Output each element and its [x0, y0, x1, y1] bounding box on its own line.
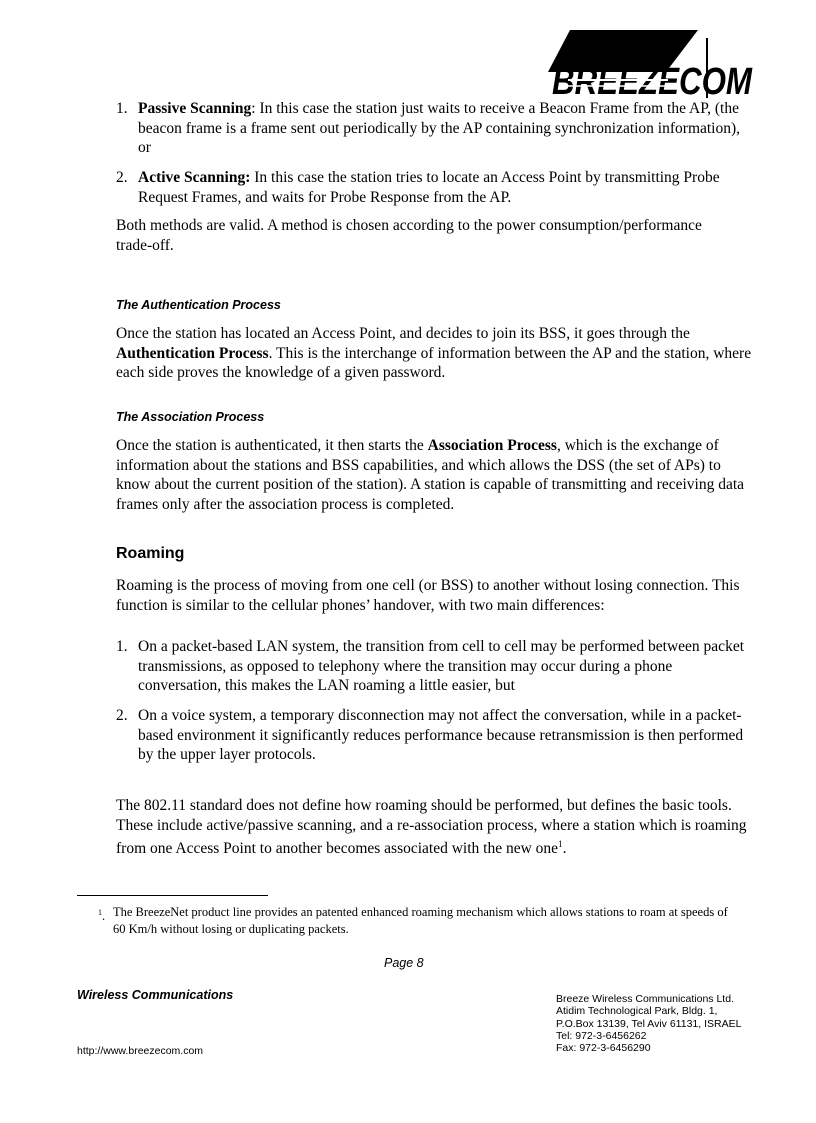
list-item-text: [138, 99, 741, 158]
closing-end: .: [562, 840, 567, 858]
assoc-text: Once the station is authenticated, it then starts the: [116, 437, 428, 454]
auth-term: Authentication Process: [116, 344, 269, 362]
term-active-scanning: Active Scanning:: [138, 169, 251, 186]
footnote-sep: .: [102, 909, 106, 924]
list-item-text: On a packet-based LAN system, the transition from cell to cell may be performed between packet transmissions, as opposed to telephony where the transition may occur during a phone conversation, this makes the LAN roaming a little easier, but: [138, 638, 744, 694]
assoc-term: Association Process: [427, 437, 557, 454]
footnote-text: The BreezeNet product line provides an patented enhanced roaming mechanism which allows stations to roam at speeds of 60 Km/h without losing or duplicating packets.: [113, 905, 728, 936]
company-name: Breeze Wireless Communications Ltd.: [556, 993, 734, 1005]
roaming-list: [116, 637, 756, 772]
list-item: [116, 706, 756, 766]
telephone: Tel: 972-3-6456262: [556, 1029, 647, 1042]
address-line-1: Atidim Technological Park, Bldg. 1,: [556, 1005, 718, 1018]
methods-paragraph: Both methods are valid. A method is chosen according to the power consumption/performance trade-off.: [116, 217, 702, 254]
fax: Fax: 972-3-6456290: [556, 1042, 651, 1055]
auth-text-end: . This is the interchange of information between the AP and the station, where each side proves the knowledge of a given password.: [116, 344, 752, 381]
term-passive-scanning: Passive Scanning: [138, 100, 252, 117]
footer-title: Wireless Communications: [77, 988, 234, 1002]
auth-heading: The Authentication Process: [116, 298, 281, 312]
roaming-intro: Roaming is the process of moving from one cell (or BSS) to another without losing connection. This function is similar to the cellular phones’ handover, with two main differences:: [116, 577, 740, 614]
footer-address: [556, 993, 796, 1054]
closing-text: The 802.11 standard does not define how roaming should be performed, but defines the basic tools. These include active/passive scanning, and a re-association process, where a station which is roaming from one Access Point to another becomes associated with the new one: [116, 797, 747, 858]
page-number: Page 8: [384, 956, 424, 970]
list-item-text: On a voice system, a temporary disconnection may not affect the conversation, while in a packet-based environment it significantly reduces performance because retransmission is then performed by the upper layer protocols.: [138, 707, 744, 763]
list-item-number: 1.: [116, 638, 128, 655]
roaming-closing: [116, 796, 766, 859]
footnote: [98, 904, 738, 936]
assoc-paragraph: [116, 436, 756, 514]
assoc-text-end: , which is the exchange of information about the stations and BSS capabilities, and which allows the DSS (the set of APs) to know about the current position of the station). A station is capable of transmitting and receiving data frames only after the association process is completed.: [116, 437, 745, 513]
list-item-number: 2.: [116, 707, 128, 724]
svg-text:BREEZECOM: BREEZECOM: [552, 61, 754, 103]
scanning-list: [116, 99, 741, 219]
list-item-number: 2.: [116, 169, 128, 186]
footnote-marker: 1: [98, 908, 102, 917]
roaming-heading: Roaming: [116, 545, 185, 562]
auth-paragraph: [116, 324, 758, 383]
address-line-2: P.O.Box 13139, Tel Aviv 61131, ISRAEL: [556, 1017, 742, 1030]
footer-url[interactable]: http://www.breezecom.com: [77, 1045, 204, 1057]
list-item: [116, 637, 756, 697]
auth-text: Once the station has located an Access Point, and decides to join its BSS, it goes through the: [116, 325, 690, 342]
breezecom-logo: [548, 30, 758, 102]
footnote-reference[interactable]: 1: [558, 839, 563, 849]
assoc-heading: The Association Process: [116, 410, 265, 424]
term-description: : In this case the station just waits to receive a Beacon Frame from the AP, (the beacon frame is a frame sent out periodically by the AP containing synchronization information), or: [138, 100, 741, 156]
term-description: In this case the station tries to locate an Access Point by transmitting Probe Request Frames, and waits for Probe Response from the AP.: [138, 169, 720, 206]
logo-graphic: [548, 30, 758, 102]
footnote-separator: [77, 895, 268, 896]
list-item-number: 1.: [116, 100, 128, 117]
list-item-text: [138, 168, 741, 207]
list-item: [116, 168, 741, 208]
list-item: [116, 99, 741, 159]
